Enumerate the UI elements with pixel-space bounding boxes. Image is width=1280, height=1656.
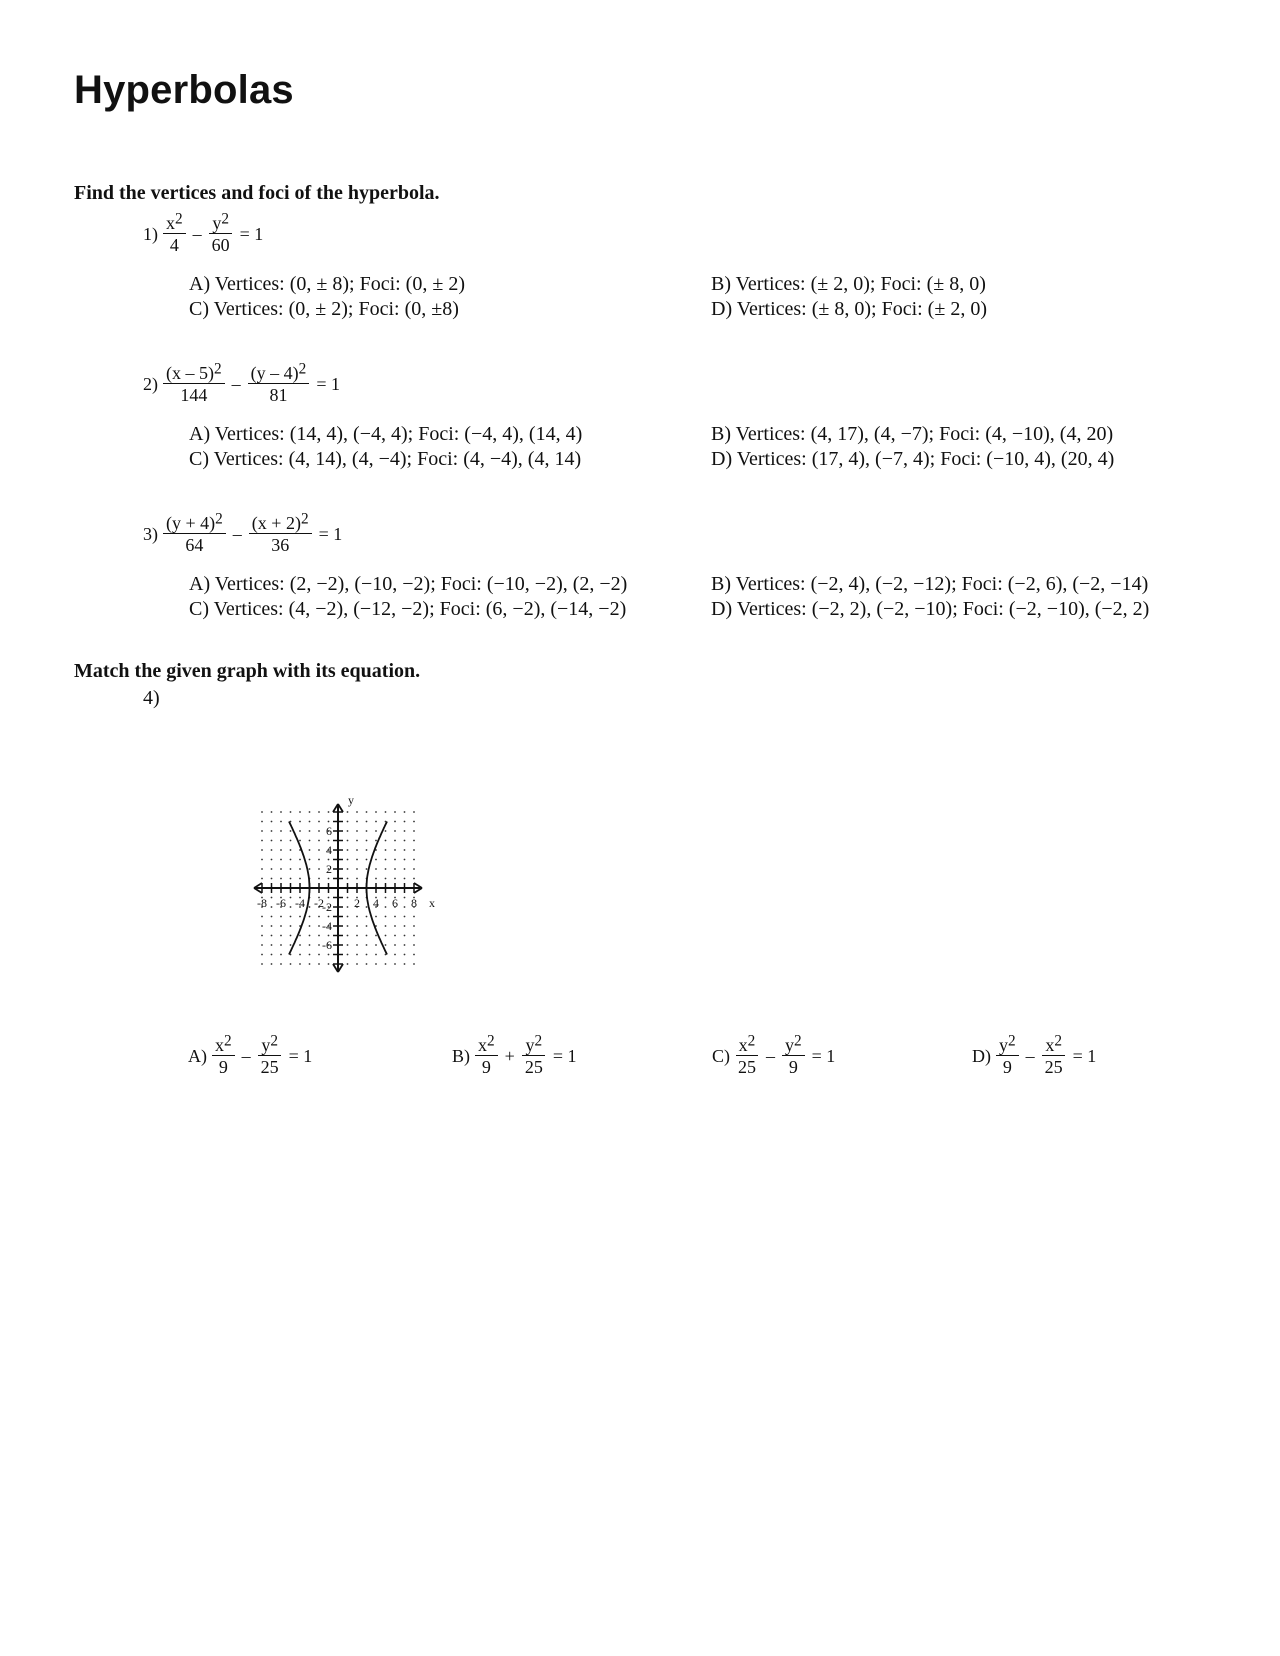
question-3 bbox=[143, 510, 346, 556]
grid-dot bbox=[356, 849, 358, 851]
grid-dot bbox=[299, 859, 301, 861]
grid-dot bbox=[309, 840, 311, 842]
grid-dot bbox=[356, 925, 358, 927]
grid-dot bbox=[290, 925, 292, 927]
grid-dot bbox=[299, 868, 301, 870]
grid-dot bbox=[366, 925, 368, 927]
grid-dot bbox=[328, 840, 330, 842]
grid-dot bbox=[290, 963, 292, 965]
grid-dot bbox=[347, 878, 349, 880]
grid-dot bbox=[271, 821, 273, 823]
x-tick-label: -2 bbox=[314, 896, 324, 910]
grid-dot bbox=[280, 868, 282, 870]
option-a[interactable]: A) Vertices: (0, ± 8); Foci: (0, ± 2) bbox=[189, 273, 465, 295]
grid-dot bbox=[328, 916, 330, 918]
grid-dot bbox=[309, 811, 311, 813]
grid-dot bbox=[385, 925, 387, 927]
grid-dot bbox=[356, 830, 358, 832]
grid-dot bbox=[280, 821, 282, 823]
grid-dot bbox=[318, 954, 320, 956]
grid-dot bbox=[366, 821, 368, 823]
grid-dot bbox=[347, 906, 349, 908]
grid-dot bbox=[309, 830, 311, 832]
grid-dot bbox=[328, 897, 330, 899]
fraction: $\frac{(y + 4)^2}{64}$ bbox=[163, 513, 226, 556]
grid-dot bbox=[318, 944, 320, 946]
question-number: 4) bbox=[143, 687, 160, 709]
grid-dot bbox=[280, 944, 282, 946]
grid-dot bbox=[404, 963, 406, 965]
grid-dot bbox=[404, 944, 406, 946]
grid-dot bbox=[299, 935, 301, 937]
fraction: $\frac{(y - 4)^2}{81}$ bbox=[248, 363, 310, 406]
y-tick-label: 6 bbox=[326, 824, 332, 838]
grid-dot bbox=[347, 954, 349, 956]
grid-dot bbox=[394, 868, 396, 870]
grid-dot bbox=[290, 878, 292, 880]
grid-dot bbox=[404, 906, 406, 908]
grid-dot bbox=[366, 906, 368, 908]
x-axis-label: x bbox=[429, 896, 435, 910]
grid-dot bbox=[309, 906, 311, 908]
grid-dot bbox=[375, 830, 377, 832]
grid-dot bbox=[366, 916, 368, 918]
grid-dot bbox=[413, 868, 415, 870]
grid-dot bbox=[261, 944, 263, 946]
q4-option-b[interactable]: B) $\frac{x^2}{9}$ + $\frac{y^2}{25}$ = 1 bbox=[452, 1032, 577, 1077]
grid-dot bbox=[280, 925, 282, 927]
grid-dot bbox=[299, 811, 301, 813]
grid-dot bbox=[261, 811, 263, 813]
grid-dot bbox=[385, 811, 387, 813]
grid-dot bbox=[318, 868, 320, 870]
option-c[interactable]: C) Vertices: (0, ± 2); Foci: (0, ±8) bbox=[189, 298, 459, 320]
y-axis-label: y bbox=[348, 793, 354, 807]
grid-dot bbox=[290, 859, 292, 861]
grid-dot bbox=[261, 925, 263, 927]
grid-dot bbox=[394, 830, 396, 832]
grid-dot bbox=[309, 954, 311, 956]
fraction: $\frac{y^2}{60}$ bbox=[209, 213, 233, 256]
grid-dot bbox=[347, 859, 349, 861]
grid-dot bbox=[347, 830, 349, 832]
grid-dot bbox=[413, 925, 415, 927]
grid-dot bbox=[394, 849, 396, 851]
grid-dot bbox=[347, 935, 349, 937]
grid-dot bbox=[328, 954, 330, 956]
fraction: $\frac{(x - 5)^2}{144}$ bbox=[163, 363, 225, 406]
fraction: $\frac{(x + 2)^2}{36}$ bbox=[249, 513, 312, 556]
grid-dot bbox=[366, 811, 368, 813]
grid-dot bbox=[404, 821, 406, 823]
grid-dot bbox=[404, 811, 406, 813]
grid-dot bbox=[404, 878, 406, 880]
option-b[interactable]: B) Vertices: (± 2, 0); Foci: (± 8, 0) bbox=[711, 273, 986, 295]
grid-dot bbox=[356, 954, 358, 956]
grid-dot bbox=[385, 944, 387, 946]
grid-dot bbox=[385, 840, 387, 842]
grid-dot bbox=[318, 935, 320, 937]
page-title: Hyperbolas bbox=[74, 68, 294, 112]
grid-dot bbox=[290, 906, 292, 908]
x-tick-label: 4 bbox=[373, 896, 379, 910]
grid-dot bbox=[375, 868, 377, 870]
grid-dot bbox=[356, 878, 358, 880]
grid-dot bbox=[271, 878, 273, 880]
grid-dot bbox=[290, 897, 292, 899]
grid-dot bbox=[356, 935, 358, 937]
grid-dot bbox=[271, 868, 273, 870]
grid-dot bbox=[280, 963, 282, 965]
grid-dot bbox=[309, 925, 311, 927]
section-instruction: Match the given graph with its equation. bbox=[74, 660, 421, 682]
grid-dot bbox=[271, 849, 273, 851]
grid-dot bbox=[347, 944, 349, 946]
grid-dot bbox=[271, 954, 273, 956]
grid-dot bbox=[290, 935, 292, 937]
grid-dot bbox=[290, 811, 292, 813]
q4-option-d[interactable]: D) $\frac{y^2}{9}$ – $\frac{x^2}{25}$ = 1 bbox=[972, 1032, 1097, 1077]
option-c[interactable]: C) Vertices: (4, −2), (−12, −2); Foci: (6, −2), (−14, −2) bbox=[189, 598, 627, 620]
grid-dot bbox=[366, 830, 368, 832]
x-tick-label: 8 bbox=[411, 896, 417, 910]
grid-dot bbox=[347, 811, 349, 813]
grid-dot bbox=[413, 878, 415, 880]
grid-dot bbox=[366, 868, 368, 870]
grid-dot bbox=[290, 840, 292, 842]
grid-dot bbox=[394, 811, 396, 813]
grid-dot bbox=[404, 916, 406, 918]
grid-dot bbox=[375, 916, 377, 918]
grid-dot bbox=[318, 849, 320, 851]
grid-dot bbox=[366, 840, 368, 842]
question-2-equation: 2) $\frac{(x - 5)^2}{144}$ – $\frac{(y - 4)^2}{81}$ = 1 bbox=[143, 360, 340, 405]
y-tick-label: 2 bbox=[326, 862, 332, 876]
x-tick-label: 6 bbox=[392, 896, 398, 910]
grid-dot bbox=[328, 963, 330, 965]
grid-dot bbox=[261, 868, 263, 870]
x-tick-label: -4 bbox=[295, 896, 305, 910]
grid-dot bbox=[318, 925, 320, 927]
option-a[interactable]: A) Vertices: (14, 4), (−4, 4); Foci: (−4, 4), (14, 4) bbox=[189, 423, 583, 445]
grid-dot bbox=[318, 878, 320, 880]
grid-dot bbox=[271, 906, 273, 908]
grid-dot bbox=[356, 944, 358, 946]
grid-dot bbox=[271, 830, 273, 832]
grid-dot bbox=[261, 830, 263, 832]
grid-dot bbox=[366, 963, 368, 965]
grid-dot bbox=[318, 821, 320, 823]
grid-dot bbox=[280, 840, 282, 842]
grid-dot bbox=[309, 868, 311, 870]
grid-dot bbox=[385, 963, 387, 965]
grid-dot bbox=[404, 954, 406, 956]
grid-dot bbox=[394, 821, 396, 823]
question-number: 3) bbox=[143, 524, 158, 544]
option-d[interactable]: D) Vertices: (± 8, 0); Foci: (± 2, 0) bbox=[711, 298, 987, 320]
grid-dot bbox=[299, 963, 301, 965]
fraction: $\frac{x^2}{4}$ bbox=[163, 213, 186, 256]
grid-dot bbox=[328, 811, 330, 813]
grid-dot bbox=[328, 878, 330, 880]
grid-dot bbox=[280, 935, 282, 937]
grid-dot bbox=[290, 849, 292, 851]
grid-dot bbox=[280, 811, 282, 813]
grid-dot bbox=[356, 868, 358, 870]
grid-dot bbox=[394, 878, 396, 880]
grid-dot bbox=[356, 916, 358, 918]
grid-dot bbox=[261, 849, 263, 851]
grid-dot bbox=[280, 859, 282, 861]
grid-dot bbox=[309, 935, 311, 937]
grid-dot bbox=[385, 868, 387, 870]
grid-dot bbox=[271, 811, 273, 813]
grid-dot bbox=[318, 811, 320, 813]
axes bbox=[254, 804, 422, 972]
grid-dot bbox=[356, 811, 358, 813]
grid-dot bbox=[280, 849, 282, 851]
grid-dot bbox=[356, 963, 358, 965]
grid-dot bbox=[318, 840, 320, 842]
grid-dot bbox=[356, 840, 358, 842]
grid-dot bbox=[385, 859, 387, 861]
grid-dot bbox=[271, 916, 273, 918]
grid-dot bbox=[394, 859, 396, 861]
question-number: 2) bbox=[143, 374, 158, 394]
grid-dot bbox=[261, 935, 263, 937]
grid-dot bbox=[347, 925, 349, 927]
grid-dot bbox=[347, 840, 349, 842]
y-tick-label: -4 bbox=[322, 919, 332, 933]
grid-dot bbox=[394, 935, 396, 937]
grid-dot bbox=[385, 906, 387, 908]
grid-dot bbox=[413, 916, 415, 918]
grid-dot bbox=[318, 859, 320, 861]
y-tick-label: 4 bbox=[326, 843, 332, 857]
grid-dot bbox=[309, 821, 311, 823]
grid-dot bbox=[375, 859, 377, 861]
grid-dot bbox=[385, 878, 387, 880]
grid-dot bbox=[413, 821, 415, 823]
grid-dot bbox=[385, 849, 387, 851]
grid-dot bbox=[394, 925, 396, 927]
grid-dot bbox=[404, 935, 406, 937]
x-tick-label: 2 bbox=[354, 896, 360, 910]
grid-dot bbox=[375, 944, 377, 946]
grid-dot bbox=[271, 935, 273, 937]
question-3-equation: 3) $\frac{(y + 4)^2}{64}$ – $\frac{(x + 2)^2}{36}$ = 1 bbox=[143, 510, 343, 555]
grid-dot bbox=[271, 963, 273, 965]
grid-dot bbox=[328, 859, 330, 861]
grid-dot bbox=[271, 925, 273, 927]
grid-dot bbox=[375, 821, 377, 823]
grid-dot bbox=[366, 849, 368, 851]
grid-dot bbox=[394, 840, 396, 842]
grid-dot bbox=[375, 935, 377, 937]
grid-dot bbox=[394, 954, 396, 956]
grid-dot bbox=[404, 859, 406, 861]
section-instruction: Find the vertices and foci of the hyperbola. bbox=[74, 182, 440, 204]
grid-dot bbox=[328, 821, 330, 823]
grid-dot bbox=[375, 840, 377, 842]
grid-dot bbox=[385, 935, 387, 937]
grid-dot bbox=[385, 916, 387, 918]
grid-dot bbox=[299, 878, 301, 880]
grid-dot bbox=[261, 878, 263, 880]
grid-dot bbox=[318, 830, 320, 832]
option-d[interactable]: D) Vertices: (−2, 2), (−2, −10); Foci: (−2, −10), (−2, 2) bbox=[711, 598, 1150, 620]
grid-dot bbox=[328, 935, 330, 937]
grid-dot bbox=[366, 935, 368, 937]
y-tick-label: -6 bbox=[322, 938, 332, 952]
grid-dot bbox=[404, 897, 406, 899]
grid-dot bbox=[413, 963, 415, 965]
grid-dot bbox=[413, 811, 415, 813]
grid-dot bbox=[366, 859, 368, 861]
grid-dot bbox=[413, 935, 415, 937]
grid-dot bbox=[261, 821, 263, 823]
grid-dot bbox=[347, 916, 349, 918]
option-b[interactable]: B) Vertices: (4, 17), (4, −7); Foci: (4, −10), (4, 20) bbox=[711, 423, 1114, 445]
x-tick-label: -8 bbox=[257, 896, 267, 910]
q4-option-c[interactable]: C) $\frac{x^2}{25}$ – $\frac{y^2}{9}$ = 1 bbox=[712, 1032, 836, 1077]
grid-dot bbox=[413, 944, 415, 946]
grid-dot bbox=[309, 916, 311, 918]
grid-dot bbox=[280, 830, 282, 832]
q4-option-a[interactable]: A) $\frac{x^2}{9}$ – $\frac{y^2}{25}$ = 1 bbox=[188, 1032, 313, 1077]
grid-dot bbox=[271, 840, 273, 842]
grid-dot bbox=[261, 963, 263, 965]
question-2 bbox=[143, 360, 344, 406]
grid-dot bbox=[280, 916, 282, 918]
grid-dot bbox=[347, 821, 349, 823]
hyperbola-graph bbox=[160, 708, 530, 1038]
option-c[interactable]: C) Vertices: (4, 14), (4, −4); Foci: (4, −4), (4, 14) bbox=[189, 448, 582, 470]
grid-dot bbox=[366, 944, 368, 946]
grid-dot bbox=[290, 868, 292, 870]
grid-dot bbox=[413, 859, 415, 861]
grid-dot bbox=[271, 897, 273, 899]
grid-dot bbox=[413, 840, 415, 842]
grid-dot bbox=[299, 944, 301, 946]
grid-dot bbox=[413, 849, 415, 851]
grid-dot bbox=[404, 830, 406, 832]
grid-dot bbox=[271, 944, 273, 946]
grid-dot bbox=[299, 916, 301, 918]
question-1 bbox=[143, 210, 267, 256]
grid-dot bbox=[309, 963, 311, 965]
grid-dot bbox=[261, 840, 263, 842]
grid-dot bbox=[394, 944, 396, 946]
grid-dot bbox=[375, 811, 377, 813]
option-a[interactable]: A) Vertices: (2, −2), (−10, −2); Foci: (−10, −2), (2, −2) bbox=[189, 573, 628, 595]
grid-dot bbox=[404, 925, 406, 927]
grid-dot bbox=[271, 859, 273, 861]
grid-dot bbox=[280, 954, 282, 956]
grid-dot bbox=[280, 878, 282, 880]
grid-dot bbox=[356, 859, 358, 861]
grid-dot bbox=[261, 916, 263, 918]
grid-dot bbox=[309, 859, 311, 861]
grid-dot bbox=[299, 840, 301, 842]
option-b[interactable]: B) Vertices: (−2, 4), (−2, −12); Foci: (−2, 6), (−2, −14) bbox=[711, 573, 1149, 595]
grid-dot bbox=[385, 830, 387, 832]
grid-dot bbox=[413, 954, 415, 956]
grid-dot bbox=[394, 963, 396, 965]
grid-dot bbox=[347, 868, 349, 870]
x-tick-label: -6 bbox=[276, 896, 286, 910]
grid-dot bbox=[290, 944, 292, 946]
question-number: 1) bbox=[143, 224, 158, 244]
grid-dot bbox=[375, 963, 377, 965]
grid-dot bbox=[261, 859, 263, 861]
question-1-equation: 1) $\frac{x^2}{4}$ – $\frac{y^2}{60}$ = 1 bbox=[143, 210, 264, 255]
grid-dot bbox=[375, 878, 377, 880]
grid-dot bbox=[385, 897, 387, 899]
grid-dot bbox=[413, 830, 415, 832]
grid-dot bbox=[394, 916, 396, 918]
grid-dot bbox=[366, 954, 368, 956]
grid-dot bbox=[347, 849, 349, 851]
grid-dot bbox=[299, 954, 301, 956]
grid-dot bbox=[318, 916, 320, 918]
tick-labels bbox=[257, 793, 435, 952]
grid-dot bbox=[347, 897, 349, 899]
grid-dot bbox=[404, 868, 406, 870]
grid-dot bbox=[261, 954, 263, 956]
grid-dot bbox=[299, 821, 301, 823]
grid-dot bbox=[356, 821, 358, 823]
option-d[interactable]: D) Vertices: (17, 4), (−7, 4); Foci: (−10, 4), (20, 4) bbox=[711, 448, 1115, 470]
grid-dot bbox=[347, 963, 349, 965]
y-tick-label: -2 bbox=[322, 900, 332, 914]
grid-dot bbox=[318, 963, 320, 965]
grid-dot bbox=[309, 944, 311, 946]
grid-dot bbox=[375, 954, 377, 956]
grid-dot bbox=[290, 830, 292, 832]
grid-dot bbox=[404, 840, 406, 842]
grid-dot bbox=[404, 849, 406, 851]
grid-dot bbox=[309, 849, 311, 851]
grid-dot bbox=[290, 916, 292, 918]
grid-dot bbox=[299, 830, 301, 832]
